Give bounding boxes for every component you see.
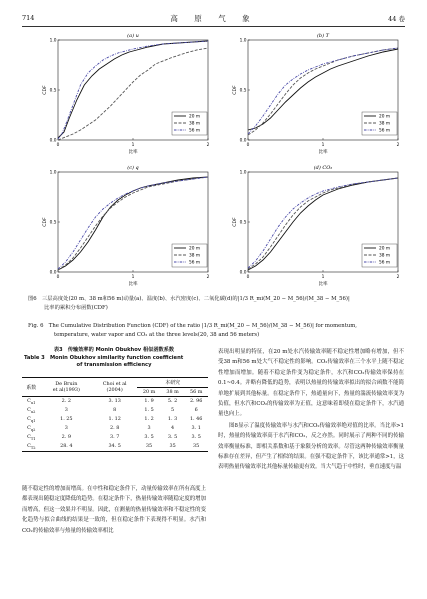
right-column-text <box>218 347 404 473</box>
th-this-study: 本研究 <box>137 378 208 388</box>
table-cell: 3 <box>64 407 68 414</box>
table-cell: 6 <box>194 407 198 414</box>
table-cell: 2. 2 <box>61 398 71 405</box>
legend-label: 56 m <box>189 260 201 266</box>
y-tick-label: 0.0 <box>49 270 57 276</box>
y-axis-label: CDF <box>43 85 48 95</box>
th-56m: 56 m <box>189 389 203 395</box>
chart-svg <box>40 28 212 160</box>
y-tick-label: 0.0 <box>49 138 57 144</box>
table-title <box>24 347 204 370</box>
row-coefficient-name: $C_{u1}$ <box>27 398 36 405</box>
volume-number: 44 卷 <box>388 15 405 23</box>
th-de-bruin-1: De Bruin <box>55 381 78 387</box>
th-coef: 系数 <box>26 384 37 391</box>
table-cell: 1. 12 <box>108 416 121 423</box>
table-cell: 3 <box>64 425 68 432</box>
figure-caption-cn <box>28 295 408 313</box>
row-coefficient-name: $C_{q1}$ <box>27 415 36 423</box>
x-axis-label: 比率 <box>318 282 328 287</box>
table-cell: 2. 8 <box>110 425 120 432</box>
x-tick-label: 0 <box>246 143 250 148</box>
legend-label: 38 m <box>379 121 391 127</box>
caption-en-formula: |1/3 R_mi(M_20 − M_56)/(M_38 − M_56)| <box>201 323 314 329</box>
y-tick-label: 1.0 <box>49 38 57 44</box>
table-cell: 35 <box>169 443 176 450</box>
th-choi-2: (2004) <box>106 387 123 393</box>
x-tick-label: 1 <box>131 275 135 280</box>
caption-en-part1: Fig. 6 The Cumulative Distribution Function (CDF) of the ratio <box>28 323 201 329</box>
table-row <box>22 442 208 451</box>
caption-en-part2: for momentum, <box>315 323 357 329</box>
x-tick-label: 2 <box>396 143 400 148</box>
panel-b <box>230 28 402 160</box>
chart-title: (b) T <box>316 33 330 39</box>
legend-label: 20 m <box>379 114 391 120</box>
table-cell: 1. 5 <box>144 407 154 414</box>
x-tick-label: 1 <box>321 275 325 280</box>
legend-label: 56 m <box>379 128 391 134</box>
caption-en-part3: temperature, water vapor and CO₂ at the three levels(20, 38 and 56 meters) <box>54 332 260 338</box>
table-cell: 3 <box>147 425 151 432</box>
panel-d <box>230 160 402 292</box>
legend-label: 38 m <box>189 253 201 259</box>
th-choi <box>92 378 137 397</box>
table-cell: 1. 9 <box>144 398 154 405</box>
chart-svg <box>230 160 402 292</box>
x-tick-label: 2 <box>206 143 210 148</box>
table-cell: 1. 25 <box>60 416 73 423</box>
y-axis-label: CDF <box>233 217 238 227</box>
table-cell: 4 <box>171 425 175 432</box>
table-cell: 3. 13 <box>108 398 121 405</box>
th-de-bruin-2: et al(1993) <box>52 387 80 393</box>
row-coefficient-name: $C_{T2}$ <box>27 442 36 450</box>
table-cell: 3. 1 <box>191 425 201 432</box>
x-axis-label: 比率 <box>128 282 138 287</box>
table-cell: 2. 96 <box>189 398 203 405</box>
table-row <box>22 406 208 415</box>
table-cell: 3. 5 <box>167 434 178 441</box>
caption-cn-part1: 图6 三层高度处(20 m、38 m和56 m)动量(a)、温度(b)、水汽密度(c)、二氧化碳(d)的 <box>28 296 238 302</box>
table-cell: 1. 2 <box>144 416 154 423</box>
legend-label: 20 m <box>189 114 201 120</box>
table-row <box>22 424 208 433</box>
table-cell: 35 <box>193 443 200 450</box>
th-choi-1: Choi et al <box>102 381 127 387</box>
th-20m: 20 m <box>142 389 156 395</box>
table-title-en-2: of transmission efficiency <box>76 362 152 368</box>
x-axis-label: 比率 <box>128 150 138 155</box>
y-tick-label: 0.0 <box>239 138 247 144</box>
row-coefficient-name: $C_{q2}$ <box>27 424 36 432</box>
table-row <box>22 397 208 406</box>
table-cell: 28. 4 <box>60 443 73 450</box>
y-tick-label: 1.0 <box>239 170 247 176</box>
table-cell: 34. 5 <box>108 443 121 450</box>
panel-a <box>40 28 212 160</box>
header-rule <box>22 26 405 27</box>
journal-title: 高 原 气 象 <box>170 14 257 23</box>
x-tick-label: 2 <box>206 275 210 280</box>
x-tick-label: 2 <box>396 275 400 280</box>
legend-label: 20 m <box>379 246 391 252</box>
th-de-bruin <box>41 378 93 397</box>
y-tick-label: 0.5 <box>49 220 57 226</box>
caption-cn-formula: |1/3 R_mi(M_20 − M_56)/(M_38 − M_56)| <box>237 296 350 302</box>
y-tick-label: 1.0 <box>49 170 57 176</box>
table-cell: 1. 46 <box>189 416 203 423</box>
caption-cn-part2: 比率的累积分布函数(CDF) <box>44 305 108 311</box>
legend-label: 20 m <box>189 246 201 252</box>
x-tick-label: 0 <box>56 275 60 280</box>
x-tick-label: 0 <box>246 275 250 280</box>
chart-title: (d) CO₂ <box>313 165 333 171</box>
y-tick-label: 0.5 <box>49 88 57 94</box>
table-cell: 3. 5 <box>144 434 154 441</box>
table-cell: 3. 7 <box>110 434 120 441</box>
table-title-en-1: Table 3 Monin Obukhov similarity function coefficient <box>24 354 184 361</box>
figure-caption-en <box>28 322 408 340</box>
row-coefficient-name: $C_{u2}$ <box>27 406 36 414</box>
chart-svg <box>230 28 402 160</box>
y-axis-label: CDF <box>233 85 238 95</box>
legend-label: 56 m <box>189 128 201 134</box>
table-cell: 5 <box>171 407 175 414</box>
chart-title: (a) u <box>127 33 139 39</box>
row-coefficient-name: $C_{T1}$ <box>27 433 36 441</box>
x-tick-label: 1 <box>131 143 135 148</box>
y-tick-label: 0.0 <box>239 270 247 276</box>
legend-label: 56 m <box>379 260 391 266</box>
page-number: 714 <box>22 14 35 22</box>
chart-svg <box>40 160 212 292</box>
table-title-cn: 表3 传输效率的 Monin Obukhov 相似函数系数 <box>53 347 175 353</box>
left-column-text: 随不稳定性的增加而增高。在中性和稳定条件下，动量传输效率在所有高度上都表现出随稳定度降低的趋势。在稳定条件下，热量传输效率随稳定度的增加而增高，但这一效果并不明显。因此，在测量的热量传输效率和不稳定性的变化趋势与拟合曲线的结果是一致的，但在稳定条件下表现得不明显。水汽和CO₂的传输效率与热量的传输效率相比 <box>22 486 206 534</box>
chart-title: (c) q <box>127 165 139 171</box>
table-cell: 3. 5 <box>191 434 201 441</box>
x-tick-label: 1 <box>321 143 325 148</box>
table-row <box>22 433 208 442</box>
y-tick-label: 0.5 <box>239 88 247 94</box>
right-paragraph-1: 表现出明显的特征，在20 m处水汽传输效率随不稳定性增加略有增加，但不受38 m和56 m处大气不稳定性的影响。CO₂传输效率在三个水平上随不稳定性增加而增加。随着不稳定条件变为稳定条件，水汽和CO₂传输效率保持在0.1~0.4。并略有降低的趋势，表明以热量的传输效率拟出的拟合函数不能简单地扩展到其他标量。在稳定条件下，热通量向下，热量的湍流传输效率变为负值，但水汽和CO₂的传输效率为正值，这意味着即使在稳定条件下，水汽通量也向上。 <box>218 349 404 418</box>
table-row <box>22 415 208 424</box>
right-paragraph-2: 图8显示了温度传输效率与水汽和CO₂传输效率绝对值的比率。当比率>1时，热量的传输效率高于水汽和CO₂，反之亦然。同时展示了两种不同的传输效率衡量标准，即相关系数和基于象限分析的效率。尽管这两种传输效率衡量标准存在差异，但产生了相似的结果。在强不稳定条件下，该比率通常>1，这表明热量传输效率比其他标量传输更有效。当大气趋于中性时，垂直速度与温 <box>218 422 404 471</box>
legend-label: 38 m <box>189 121 201 127</box>
x-tick-label: 0 <box>56 143 60 148</box>
y-tick-label: 0.5 <box>239 220 247 226</box>
table-cell: 2. 9 <box>61 434 71 441</box>
panel-c <box>40 160 212 292</box>
y-tick-label: 1.0 <box>239 38 247 44</box>
legend-label: 38 m <box>379 253 391 259</box>
x-axis-label: 比率 <box>318 150 328 155</box>
table-cell: 35 <box>145 443 153 450</box>
table-cell: 8 <box>113 407 117 414</box>
table-cell: 1. 3 <box>167 416 178 423</box>
y-axis-label: CDF <box>43 217 48 227</box>
th-38m: 38 m <box>166 389 179 395</box>
coefficient-table <box>22 377 208 452</box>
table-cell: 5. 2 <box>167 398 178 405</box>
